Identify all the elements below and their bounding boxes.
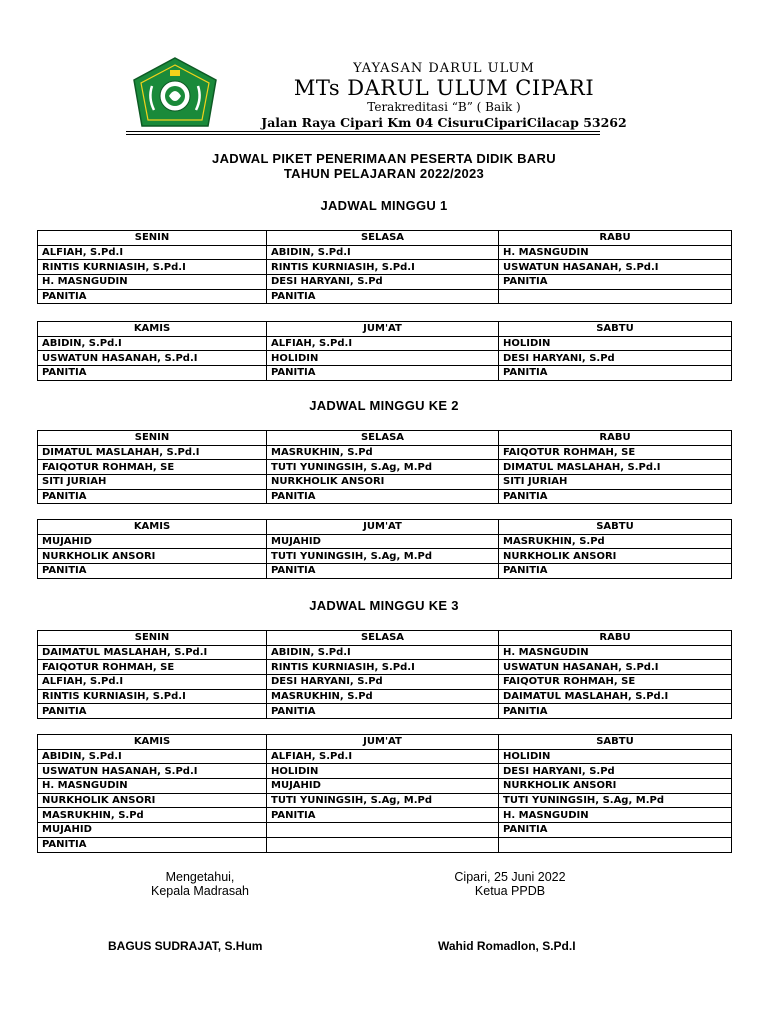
duty-cell: PANITIA (38, 837, 267, 852)
duty-cell: FAIQOTUR ROHMAH, SE (38, 460, 267, 475)
duty-cell: MUJAHID (267, 779, 499, 794)
schedule-table (37, 230, 732, 304)
day-header: SELASA (267, 431, 499, 446)
table-row (38, 366, 732, 381)
duty-cell (267, 837, 499, 852)
duty-cell: PANITIA (499, 366, 732, 381)
table-row (38, 689, 732, 704)
duty-cell: DIMATUL MASLAHAH, S.Pd.I (38, 445, 267, 460)
table-row (38, 645, 732, 660)
duty-cell: FAIQOTUR ROHMAH, SE (499, 445, 732, 460)
table-row (38, 260, 732, 275)
accreditation: Terakreditasi “B” ( Baik ) (367, 100, 521, 114)
duty-cell: TUTI YUNINGSIH, S.Ag, M.Pd (499, 793, 732, 808)
duty-cell: ALFIAH, S.Pd.I (38, 245, 267, 260)
duty-cell: PANITIA (267, 808, 499, 823)
duty-cell: H. MASNGUDIN (499, 808, 732, 823)
duty-cell: H. MASNGUDIN (38, 779, 267, 794)
duty-cell: PANITIA (267, 704, 499, 719)
duty-cell: NURKHOLIK ANSORI (267, 475, 499, 490)
duty-cell: USWATUN HASANAH, S.Pd.I (499, 260, 732, 275)
duty-cell: PANITIA (499, 489, 732, 504)
table-row (38, 445, 732, 460)
duty-cell: NURKHOLIK ANSORI (499, 549, 732, 564)
day-header: SABTU (499, 520, 732, 535)
duty-cell: RINTIS KURNIASIH, S.Pd.I (38, 260, 267, 275)
duty-cell: ABIDIN, S.Pd.I (267, 245, 499, 260)
duty-cell: MASRUKHIN, S.Pd (499, 534, 732, 549)
duty-cell (267, 823, 499, 838)
duty-cell: ABIDIN, S.Pd.I (267, 645, 499, 660)
table-header-row (38, 231, 732, 246)
duty-cell: PANITIA (499, 823, 732, 838)
duty-cell: PANITIA (499, 564, 732, 579)
duty-cell: PANITIA (38, 366, 267, 381)
duty-cell: MASRUKHIN, S.Pd (267, 445, 499, 460)
table-row (38, 837, 732, 852)
day-header: SELASA (267, 231, 499, 246)
duty-cell (499, 837, 732, 852)
duty-cell: DESI HARYANI, S.Pd (499, 351, 732, 366)
table-row (38, 489, 732, 504)
table-header-row (38, 431, 732, 446)
right-signatory-name: Wahid Romadlon, S.Pd.I (438, 939, 576, 953)
day-header: RABU (499, 231, 732, 246)
document-subtitle: TAHUN PELAJARAN 2022/2023 (283, 166, 485, 181)
duty-cell: HOLIDIN (267, 351, 499, 366)
day-header: SENIN (38, 631, 267, 646)
header-divider (126, 134, 600, 135)
duty-cell: NURKHOLIK ANSORI (38, 793, 267, 808)
day-header: KAMIS (38, 520, 267, 535)
duty-cell: USWATUN HASANAH, S.Pd.I (499, 660, 732, 675)
duty-cell: RINTIS KURNIASIH, S.Pd.I (267, 660, 499, 675)
duty-cell: PANITIA (267, 489, 499, 504)
table-header-row (38, 735, 732, 750)
duty-cell: PANITIA (38, 564, 267, 579)
duty-cell: RINTIS KURNIASIH, S.Pd.I (267, 260, 499, 275)
table-row (38, 660, 732, 675)
duty-cell: TUTI YUNINGSIH, S.Ag, M.Pd (267, 793, 499, 808)
duty-cell: ALFIAH, S.Pd.I (267, 336, 499, 351)
duty-cell: MUJAHID (38, 823, 267, 838)
table-row (38, 793, 732, 808)
duty-cell: HOLIDIN (499, 749, 732, 764)
document-title: JADWAL PIKET PENERIMAAN PESERTA DIDIK BARU (212, 151, 556, 166)
day-header: SENIN (38, 431, 267, 446)
header-divider (126, 131, 600, 132)
table-row (38, 336, 732, 351)
table-row (38, 779, 732, 794)
schedule-table (37, 430, 732, 504)
day-header: KAMIS (38, 735, 267, 750)
right-signature-place-date: Cipari, 25 Juni 2022 (454, 870, 566, 884)
schedule-table (37, 321, 732, 381)
table-header-row (38, 322, 732, 337)
foundation-name: YAYASAN DARUL ULUM (353, 61, 535, 76)
table-row (38, 764, 732, 779)
duty-cell: MASRUKHIN, S.Pd (267, 689, 499, 704)
day-header: SABTU (499, 322, 732, 337)
day-header: SABTU (499, 735, 732, 750)
table-row (38, 245, 732, 260)
duty-cell: RINTIS KURNIASIH, S.Pd.I (38, 689, 267, 704)
week-heading: JADWAL MINGGU 1 (320, 198, 448, 213)
duty-cell: HOLIDIN (267, 764, 499, 779)
duty-cell: DIMATUL MASLAHAH, S.Pd.I (499, 460, 732, 475)
duty-cell: USWATUN HASANAH, S.Pd.I (38, 764, 267, 779)
table-row (38, 351, 732, 366)
letterhead (0, 0, 768, 140)
duty-cell (499, 289, 732, 304)
duty-cell: TUTI YUNINGSIH, S.Ag, M.Pd (267, 460, 499, 475)
table-header-row (38, 520, 732, 535)
left-signature-greeting: Mengetahui, (165, 870, 235, 884)
duty-cell: SITI JURIAH (499, 475, 732, 490)
table-row (38, 534, 732, 549)
schedule-table (37, 734, 732, 853)
table-row (38, 675, 732, 690)
duty-cell: PANITIA (38, 289, 267, 304)
duty-cell: H. MASNGUDIN (499, 245, 732, 260)
duty-cell: HOLIDIN (499, 336, 732, 351)
table-row (38, 808, 732, 823)
table-row (38, 549, 732, 564)
day-header: JUM'AT (267, 520, 499, 535)
duty-cell: MUJAHID (267, 534, 499, 549)
duty-cell: PANITIA (267, 289, 499, 304)
day-header: SELASA (267, 631, 499, 646)
day-header: RABU (499, 631, 732, 646)
duty-cell: PANITIA (38, 704, 267, 719)
duty-cell: DESI HARYANI, S.Pd (267, 275, 499, 290)
duty-cell: ALFIAH, S.Pd.I (38, 675, 267, 690)
duty-cell: NURKHOLIK ANSORI (38, 549, 267, 564)
day-header: JUM'AT (267, 735, 499, 750)
table-row (38, 564, 732, 579)
day-header: KAMIS (38, 322, 267, 337)
duty-cell: ABIDIN, S.Pd.I (38, 336, 267, 351)
duty-cell: ALFIAH, S.Pd.I (267, 749, 499, 764)
duty-cell: ABIDIN, S.Pd.I (38, 749, 267, 764)
table-row (38, 460, 732, 475)
duty-cell: DAIMATUL MASLAHAH, S.Pd.I (38, 645, 267, 660)
schedule-table (37, 630, 732, 719)
table-row (38, 275, 732, 290)
duty-cell: PANITIA (38, 489, 267, 504)
duty-cell: MUJAHID (38, 534, 267, 549)
table-row (38, 704, 732, 719)
address: Jalan Raya Cipari Km 04 CisuruCipariCilacap 53262 (261, 115, 627, 130)
duty-cell: DESI HARYANI, S.Pd (499, 764, 732, 779)
duty-cell: DAIMATUL MASLAHAH, S.Pd.I (499, 689, 732, 704)
duty-cell: SITI JURIAH (38, 475, 267, 490)
duty-cell: FAIQOTUR ROHMAH, SE (499, 675, 732, 690)
left-signatory-name: BAGUS SUDRAJAT, S.Hum (108, 939, 263, 953)
duty-cell: PANITIA (267, 564, 499, 579)
week-heading: JADWAL MINGGU KE 2 (309, 398, 459, 413)
duty-cell: H. MASNGUDIN (38, 275, 267, 290)
duty-cell: PANITIA (499, 275, 732, 290)
duty-cell: USWATUN HASANAH, S.Pd.I (38, 351, 267, 366)
duty-cell: NURKHOLIK ANSORI (499, 779, 732, 794)
table-row (38, 823, 732, 838)
day-header: SENIN (38, 231, 267, 246)
duty-cell: PANITIA (499, 704, 732, 719)
table-row (38, 289, 732, 304)
table-row (38, 475, 732, 490)
right-signature-role: Ketua PPDB (474, 884, 546, 898)
school-name: MTs DARUL ULUM CIPARI (293, 76, 595, 100)
duty-cell: DESI HARYANI, S.Pd (267, 675, 499, 690)
left-signature-role: Kepala Madrasah (151, 884, 249, 898)
schedule-table (37, 519, 732, 579)
table-header-row (38, 631, 732, 646)
table-row (38, 749, 732, 764)
duty-cell: PANITIA (267, 366, 499, 381)
duty-cell: TUTI YUNINGSIH, S.Ag, M.Pd (267, 549, 499, 564)
day-header: RABU (499, 431, 732, 446)
duty-cell: MASRUKHIN, S.Pd (38, 808, 267, 823)
duty-cell: H. MASNGUDIN (499, 645, 732, 660)
day-header: JUM'AT (267, 322, 499, 337)
week-heading: JADWAL MINGGU KE 3 (309, 598, 459, 613)
duty-cell: FAIQOTUR ROHMAH, SE (38, 660, 267, 675)
